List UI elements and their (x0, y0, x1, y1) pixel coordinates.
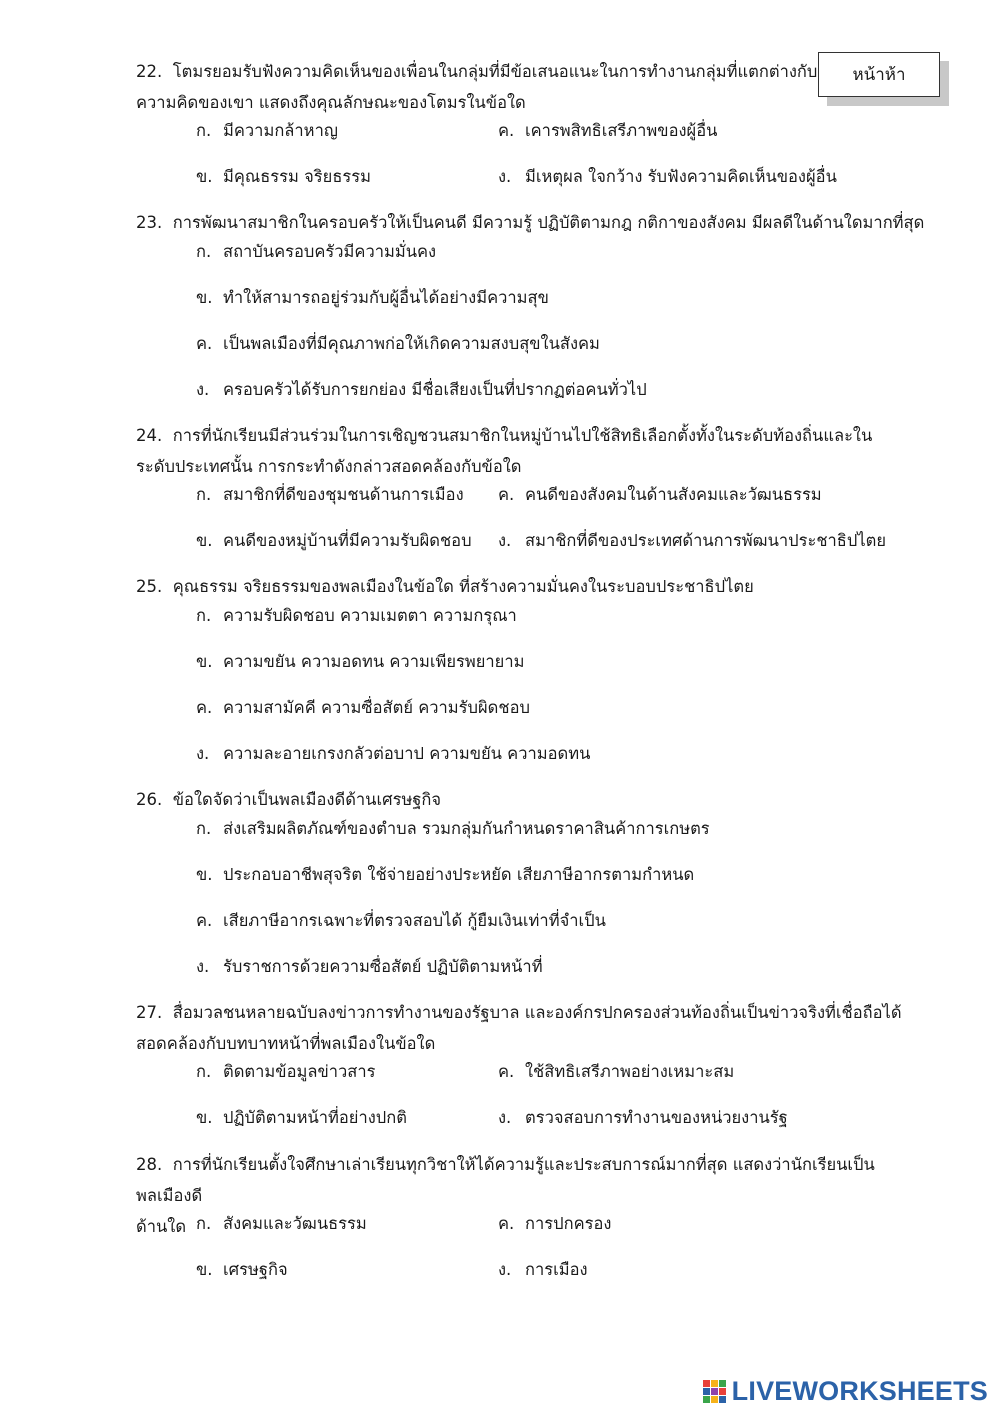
question-22 (136, 56, 926, 118)
option-c[interactable]: ค. คนดีของสังคมในด้านสังคมและวัฒนธรรม (498, 485, 822, 504)
logo-square (703, 1380, 710, 1387)
question-23 (136, 207, 926, 238)
logo-square (711, 1388, 718, 1395)
option-c[interactable]: ค. ความสามัคคี ความซื่อสัตย์ ความรับผิดชอบ (196, 698, 530, 717)
question-number: 26. (136, 790, 163, 809)
question-text-cont: ด้านใด (136, 1217, 187, 1236)
logo-mark-icon (703, 1380, 726, 1403)
question-number: 25. (136, 577, 163, 596)
option-c[interactable]: ค. เคารพสิทธิเสรีภาพของผู้อื่น (498, 121, 718, 140)
option-a[interactable]: ก. ความรับผิดชอบ ความเมตตา ความกรุณา (196, 606, 517, 625)
question-number: 23. (136, 213, 163, 232)
option-b[interactable]: ข. เศรษฐกิจ (196, 1260, 288, 1279)
option-b[interactable]: ข. ประกอบอาชีพสุจริต ใช้จ่ายอย่างประหยัด เสียภาษีอากรตามกำหนด (196, 865, 695, 884)
question-text: การพัฒนาสมาชิกในครอบครัวให้เป็นคนดี มีความรู้ ปฏิบัติตามกฎ กติกาของสังคม มีผลดีในด้านใดมากที่สุด (172, 213, 925, 232)
logo-square (719, 1388, 726, 1395)
option-d[interactable]: ง. ครอบครัวได้รับการยกย่อง มีชื่อเสียงเป็นที่ปรากฏต่อคนทั่วไป (196, 380, 647, 399)
option-b[interactable]: ข. ความขยัน ความอดทน ความเพียรพยายาม (196, 652, 525, 671)
question-text: สื่อมวลชนหลายฉบับลงข่าวการทำงานของรัฐบาล และองค์กรปกครองส่วนท้องถิ่นเป็นข่าวจริงที่เชื่อถือได้ (172, 1003, 902, 1022)
page-label: หน้าห้า (852, 65, 906, 85)
option-c[interactable]: ค. เป็นพลเมืองที่มีคุณภาพก่อให้เกิดความสงบสุขในสังคม (196, 334, 600, 353)
option-b[interactable]: ข. คนดีของหมู่บ้านที่มีความรับผิดชอบ (196, 531, 472, 550)
option-d[interactable]: ง. ความละอายเกรงกลัวต่อบาป ความขยัน ความอดทน (196, 744, 591, 763)
option-c[interactable]: ค. การปกครอง (498, 1214, 612, 1233)
option-a[interactable]: ก. มีความกล้าหาญ (196, 121, 338, 140)
option-d[interactable]: ง. ตรวจสอบการทำงานของหน่วยงานรัฐ (498, 1108, 788, 1127)
option-b[interactable]: ข. ปฏิบัติตามหน้าที่อย่างปกติ (196, 1108, 407, 1127)
option-a[interactable]: ก. สถาบันครอบครัวมีความมั่นคง (196, 242, 437, 261)
option-d[interactable]: ง. การเมือง (498, 1260, 588, 1279)
question-text: การที่นักเรียนตั้งใจศึกษาเล่าเรียนทุกวิชาให้ได้ความรู้และประสบการณ์มากที่สุด แสดงว่านักเรียนเป็นพลเมืองดี (136, 1155, 875, 1205)
question-24 (136, 420, 926, 482)
question-number: 27. (136, 1003, 163, 1022)
question-text-cont: ความคิดของเขา แสดงถึงคุณลักษณะของโตมรในข้อใด (136, 93, 526, 112)
option-a[interactable]: ก. สมาชิกที่ดีของชุมชนด้านการเมือง (196, 485, 464, 504)
option-a[interactable]: ก. สังคมและวัฒนธรรม (196, 1214, 367, 1233)
option-d[interactable]: ง. มีเหตุผล ใจกว้าง รับฟังความคิดเห็นของผู้อื่น (498, 167, 837, 186)
question-text: ข้อใดจัดว่าเป็นพลเมืองดีด้านเศรษฐกิจ (172, 790, 442, 809)
logo-square (719, 1396, 726, 1403)
question-number: 28. (136, 1155, 163, 1174)
option-c[interactable]: ค. เสียภาษีอากรเฉพาะที่ตรวจสอบได้ กู้ยืมเงินเท่าที่จำเป็น (196, 911, 606, 930)
question-text-cont: สอดคล้องกับบทบาทหน้าที่พลเมืองในข้อใด (136, 1034, 436, 1053)
question-27 (136, 997, 926, 1059)
question-25 (136, 571, 926, 602)
option-c[interactable]: ค. ใช้สิทธิเสรีภาพอย่างเหมาะสม (498, 1062, 735, 1081)
option-d[interactable]: ง. รับราชการด้วยความซื่อสัตย์ ปฏิบัติตามหน้าที่ (196, 957, 543, 976)
logo-square (703, 1396, 710, 1403)
question-26 (136, 784, 926, 815)
liveworksheets-logo[interactable] (703, 1374, 988, 1408)
option-d[interactable]: ง. สมาชิกที่ดีของประเทศด้านการพัฒนาประชาธิปไตย (498, 531, 887, 550)
option-b[interactable]: ข. มีคุณธรรม จริยธรรม (196, 167, 372, 186)
logo-square (703, 1388, 710, 1395)
logo-square (711, 1396, 718, 1403)
question-text: คุณธรรม จริยธรรมของพลเมืองในข้อใด ที่สร้างความมั่นคงในระบอบประชาธิปไตย (172, 577, 754, 596)
question-number: 22. (136, 62, 163, 81)
question-text: การที่นักเรียนมีส่วนร่วมในการเชิญชวนสมาชิกในหมู่บ้านไปใช้สิทธิเลือกตั้งทั้งในระดับท้องถิ่นและใน (172, 426, 873, 445)
question-number: 24. (136, 426, 163, 445)
logo-text: LIVEWORKSHEETS (731, 1375, 988, 1406)
question-text: โตมรยอมรับฟังความคิดเห็นของเพื่อนในกลุ่มที่มีข้อเสนอแนะในการทำงานกลุ่มที่แตกต่างกับ (172, 62, 818, 81)
option-a[interactable]: ก. ติดตามข้อมูลข่าวสาร (196, 1062, 376, 1081)
question-text-cont: ระดับประเทศนั้น การกระทำดังกล่าวสอดคล้องกับข้อใด (136, 457, 522, 476)
option-a[interactable]: ก. ส่งเสริมผลิตภัณฑ์ของตำบล รวมกลุ่มกันกำหนดราคาสินค้าการเกษตร (196, 819, 710, 838)
logo-square (719, 1380, 726, 1387)
option-b[interactable]: ข. ทำให้สามารถอยู่ร่วมกับผู้อื่นได้อย่างมีความสุข (196, 288, 549, 307)
logo-square (711, 1380, 718, 1387)
